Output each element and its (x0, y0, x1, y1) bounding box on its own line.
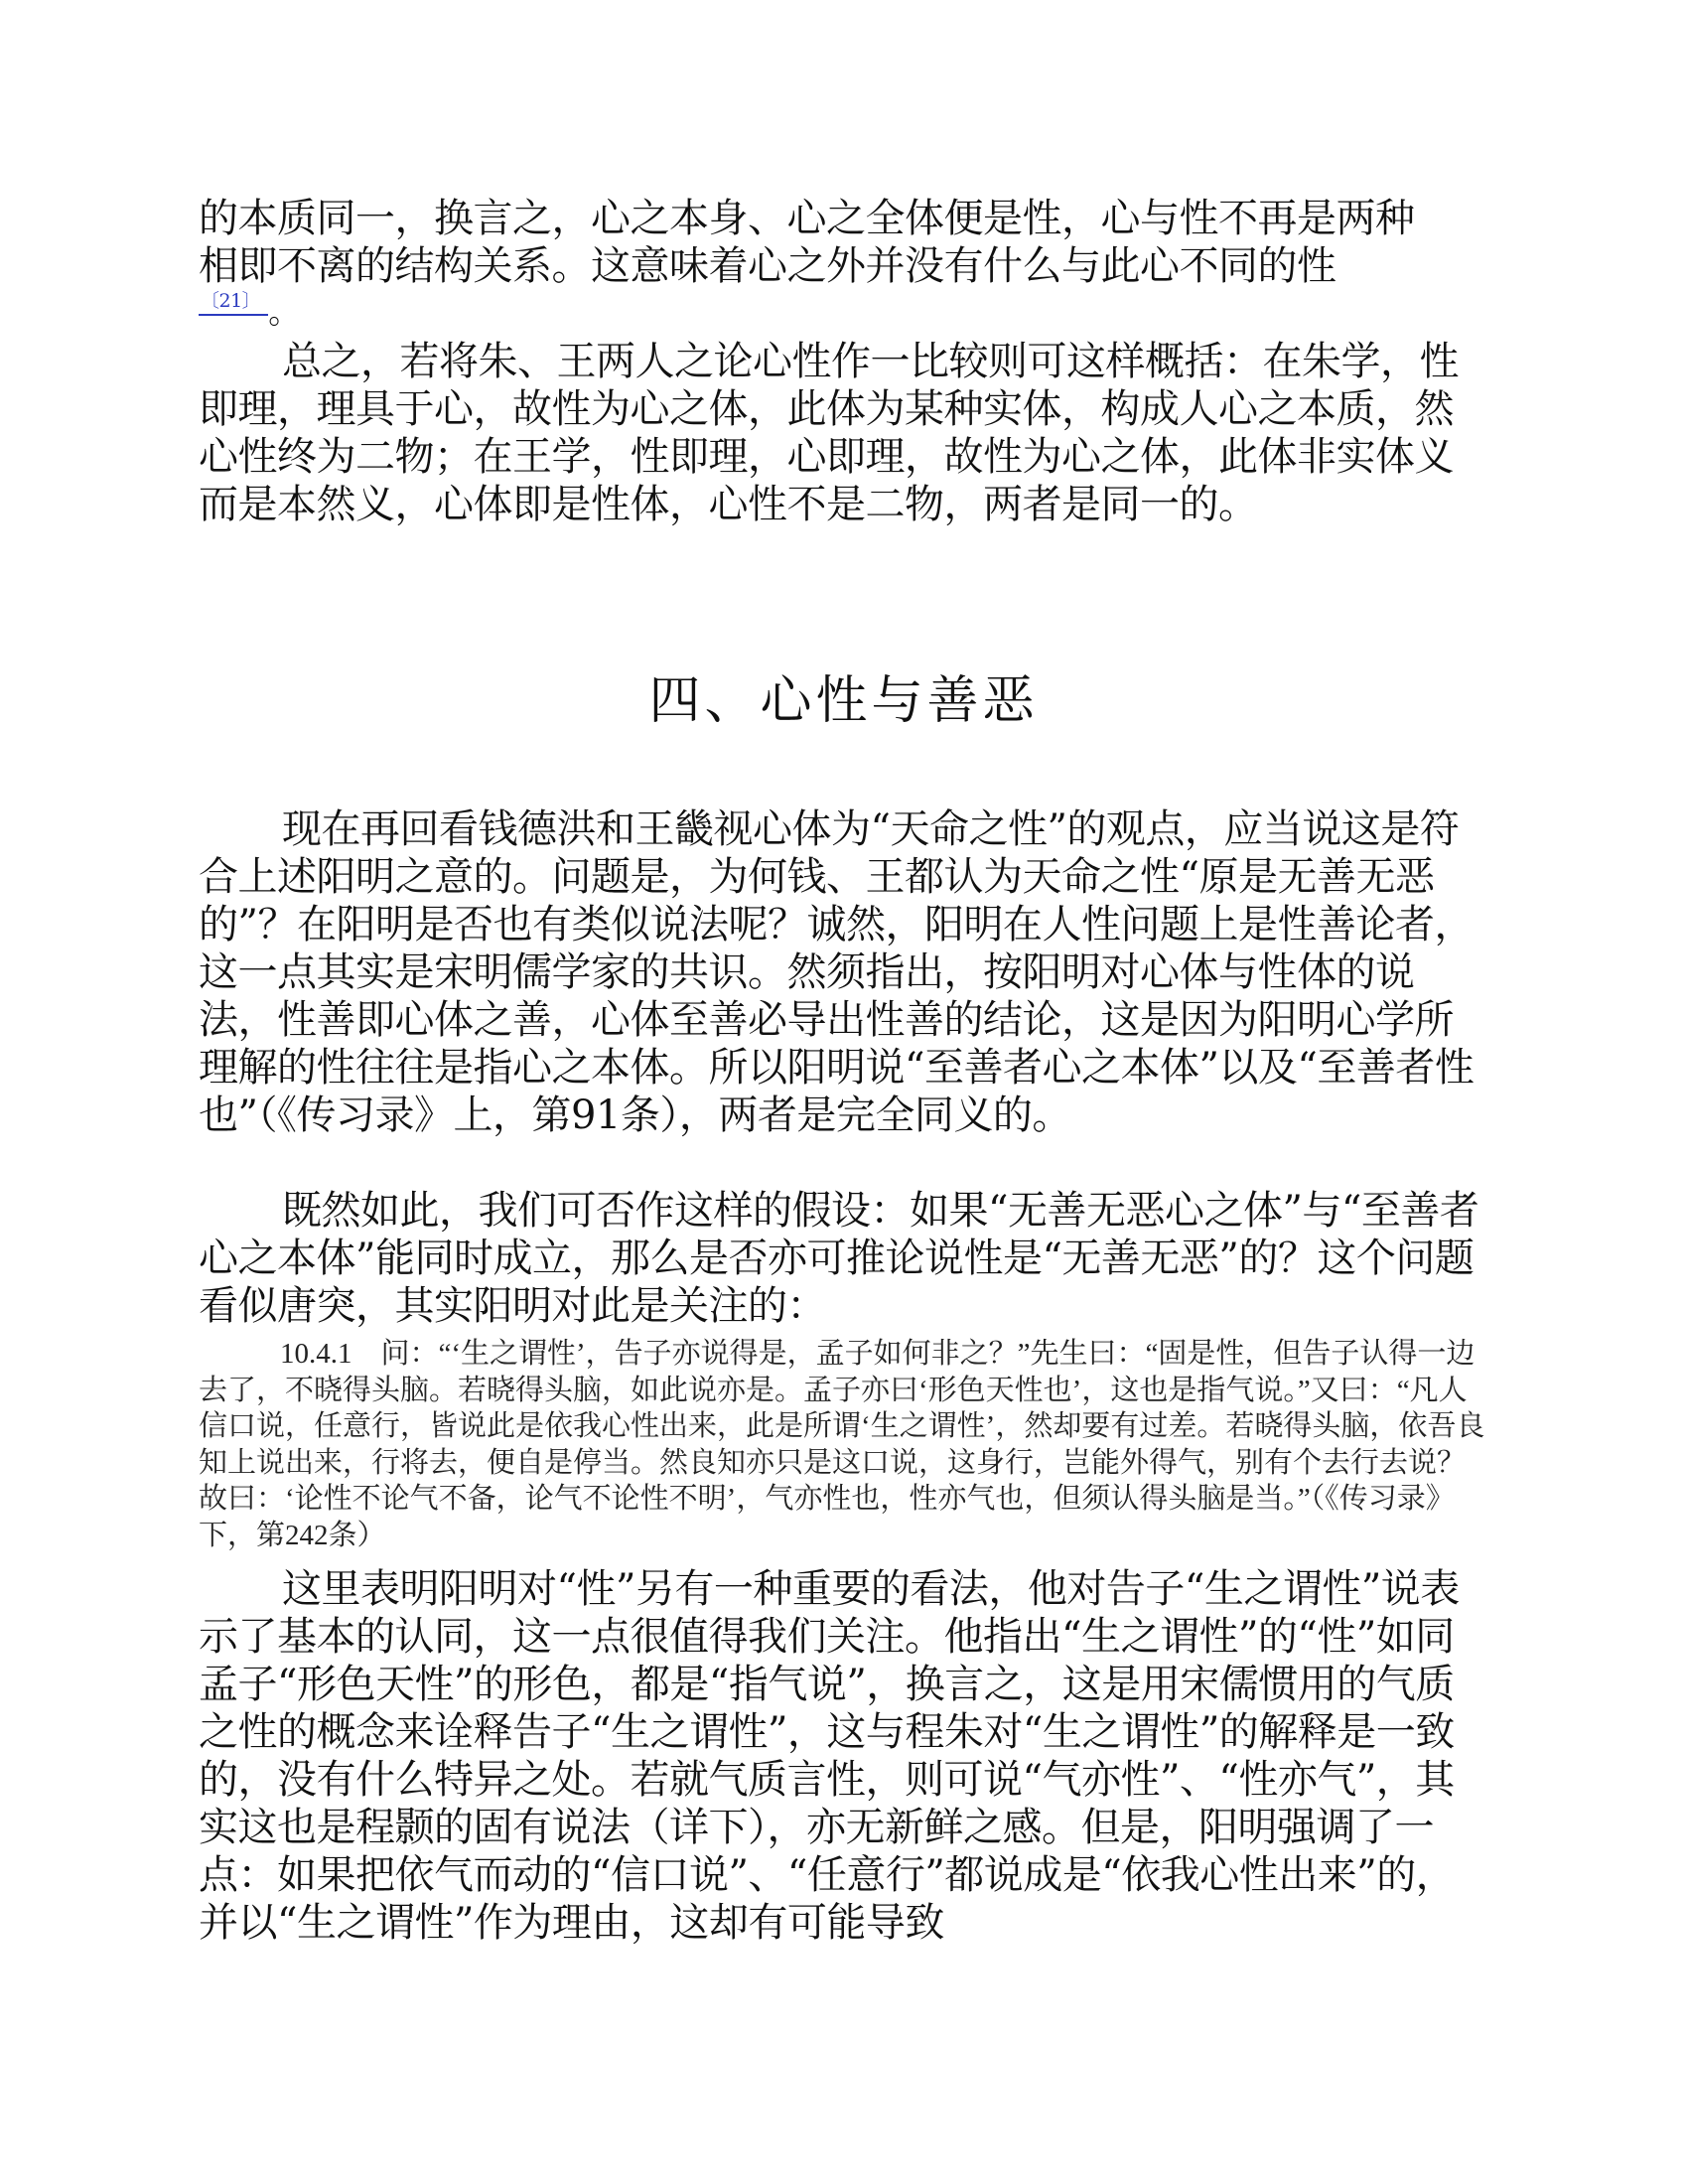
section-continuation (199, 195, 1489, 330)
quotation-block (199, 1336, 1489, 1553)
section-heading: 四、心性与善恶 (648, 671, 1039, 731)
text-line: 的本质同一，换言之，心之本身、心之全体便是性，心与性不再是两种 (199, 196, 1415, 241)
quotation-body: 问：“‘生之谓性’，告子亦说得是，孟子如何非之？”先生曰：“固是性，但告子认得一边去了，不晓得头脑。若晓得头脑，如此说亦是。孟子亦曰‘形色天性也’，这也是指气说。”又曰：“凡人信口说，任意行，皆说此是依我心性出来，此是所谓‘生之谓性’，然却要有过差。若晓得头脑，依吾良知上说出来，行将去，便自是停当。然良知亦只是这口说，这身行，岂能外得气，别有个去行去说？故曰：‘论性不论气不备，论气不论性不明’，气亦性也，性亦气也，但须认得头脑是当。”（《传习录》下，第242条） (199, 1338, 1485, 1551)
quotation-number: 10.4.1 (280, 1338, 352, 1370)
paragraph-3: 这里表明阳明对“性”另有一种重要的看法，他对告子“生之谓性”说表示了基本的认同，这一点很值得我们关注。他指出“生之谓性”的“性”如同孟子“形色天性”的形色，都是“指气说”，换言之，这是用宋儒惯用的气质之性的概念来诠释告子“生之谓性”，这与程朱对“生之谓性”的解释是一致的，没有什么特异之处。若就气质言性，则可说“气亦性”、“性亦气”，其实这也是程颢的固有说法（详下），亦无新鲜之感。但是，阳明强调了一点：如果把依气而动的“信口说”、“任意行”都说成是“依我心性出来”的，并以“生之谓性”作为理由，这却有可能导致 (199, 1566, 1460, 1946)
paragraph-1: 现在再回看钱德洪和王畿视心体为“天命之性”的观点，应当说这是符合上述阳明之意的。问题是，为何钱、王都认为天命之性“原是无善无恶的”？在阳明是否也有类似说法呢？诚然，阳明在人性问题上是性善论者，这一点其实是宋明儒学家的共识。然须指出，按阳明对心体与性体的说法，性善即心体之善，心体至善必导出性善的结论，这是因为阳明心学所理解的性往往是指心之本体。所以阳明说“至善者心之本体”以及“至善者性也”（《传习录》上，第91条），两者是完全同义的。 (199, 806, 1475, 1138)
paragraph-2: 既然如此，我们可否作这样的假设：如果“无善无恶心之体”与“至善者心之本体”能同时成立，那么是否亦可推论说性是“无善无恶”的？这个问题看似唐突，其实阳明对此是关注的： (199, 1188, 1479, 1329)
text-line: 相即不离的结构关系。这意味着心之外并没有什么与此心不同的性 (199, 243, 1336, 289)
summary-paragraph: 总之，若将朱、王两人之论心性作一比较则可这样概括：在朱学，性即理，理具于心，故性为心之体，此体为某种实体，构成人心之本质，然心性终为二物；在王学，性即理，心即理，故性为心之体，此体非实体义而是本然义，心体即是性体，心性不是二物，两者是同一的。 (199, 339, 1459, 527)
footnote-link-21[interactable]: 〔21〕 (199, 290, 268, 316)
footnote-trailing-period: 。 (268, 293, 300, 331)
footnote-line (199, 290, 1489, 330)
quotation-text (199, 1336, 1489, 1553)
